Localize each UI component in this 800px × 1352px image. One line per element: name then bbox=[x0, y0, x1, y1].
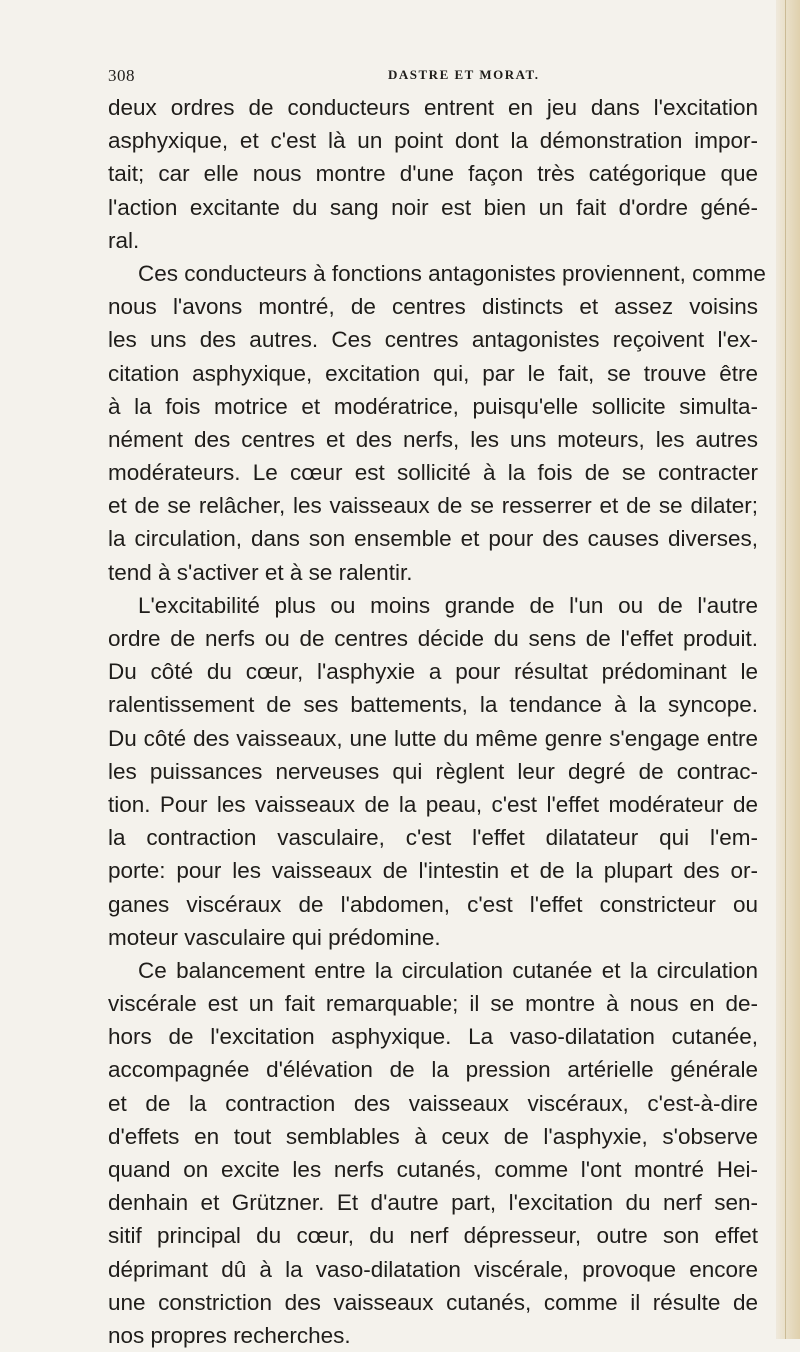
text-line: déprimant dû à la vaso-dilatation viscérale, provoque encore bbox=[108, 1256, 758, 1282]
text-line: tait; car elle nous montre d'une façon très catégorique que bbox=[108, 161, 758, 187]
text-line: Du côté du cœur, l'asphyxie a pour résultat prédominant le bbox=[108, 659, 758, 685]
text-line: ral. bbox=[108, 227, 140, 253]
text-line: à la fois motrice et modératrice, puisqu'elle sollicite simulta- bbox=[108, 393, 758, 419]
text-line: sitif principal du cœur, du nerf dépresseur, outre son effet bbox=[108, 1223, 758, 1249]
text-line: modérateurs. Le cœur est sollicité à la fois de se contracter bbox=[108, 460, 758, 486]
text-line: Ce balancement entre la circulation cutanée et la circulation bbox=[138, 957, 758, 983]
body-text bbox=[108, 91, 766, 1352]
text-line: deux ordres de conducteurs entrent en jeu dans l'excitation bbox=[108, 95, 758, 120]
text-line: moteur vasculaire qui prédomine. bbox=[108, 924, 441, 950]
running-head bbox=[108, 66, 748, 86]
text-line: et de la contraction des vaisseaux viscéraux, c'est-à-dire bbox=[108, 1090, 758, 1116]
text-line: Ces conducteurs à fonctions antagonistes proviennent, comme bbox=[138, 260, 766, 286]
text-line: denhain et Grützner. Et d'autre part, l'excitation du nerf sen- bbox=[108, 1190, 758, 1216]
text-line: porte: pour les vaisseaux de l'intestin et de la plupart des or- bbox=[108, 858, 758, 884]
text-line: l'action excitante du sang noir est bien un fait d'ordre géné- bbox=[108, 194, 758, 220]
text-line: les puissances nerveuses qui règlent leur degré de contrac- bbox=[108, 758, 758, 784]
text-line: d'effets en tout semblables à ceux de l'asphyxie, s'observe bbox=[108, 1123, 758, 1149]
text-line: et de se relâcher, les vaisseaux de se resserrer et de se dilater; bbox=[108, 493, 758, 519]
page-number: 308 bbox=[108, 66, 135, 85]
text-line: viscérale est un fait remarquable; il se montre à nous en de- bbox=[108, 991, 758, 1017]
text-line: nément des centres et des nerfs, les uns moteurs, les autres bbox=[108, 426, 758, 452]
text-line: Du côté des vaisseaux, une lutte du même genre s'engage entre bbox=[108, 725, 758, 751]
text-line: accompagnée d'élévation de la pression artérielle générale bbox=[108, 1057, 758, 1083]
text-line: une constriction des vaisseaux cutanés, comme il résulte de bbox=[108, 1289, 758, 1315]
text-line: L'excitabilité plus ou moins grande de l'un ou de l'autre bbox=[138, 592, 758, 618]
text-line: tend à s'activer et à se ralentir. bbox=[108, 559, 413, 585]
text-line: nous l'avons montré, de centres distincts et assez voisins bbox=[108, 294, 758, 320]
text-line: quand on excite les nerfs cutanés, comme l'ont montré Hei- bbox=[108, 1157, 758, 1182]
text-line: ordre de nerfs ou de centres décide du sens de l'effet produit. bbox=[108, 626, 758, 651]
text-line: tion. Pour les vaisseaux de la peau, c'est l'effet modérateur de bbox=[108, 791, 758, 817]
text-line: citation asphyxique, excitation qui, par le fait, se trouve être bbox=[108, 360, 758, 386]
text-line: asphyxique, et c'est là un point dont la démonstration impor- bbox=[108, 128, 758, 154]
page-edge-line bbox=[785, 0, 786, 1339]
text-line: nos propres recherches. bbox=[108, 1322, 351, 1348]
text-line: la contraction vasculaire, c'est l'effet dilatateur qui l'em- bbox=[108, 825, 758, 851]
text-line: ralentissement de ses battements, la tendance à la syncope. bbox=[108, 692, 758, 718]
text-line: hors de l'excitation asphyxique. La vaso-dilatation cutanée, bbox=[108, 1024, 758, 1050]
text-line: la circulation, dans son ensemble et pour des causes diverses, bbox=[108, 526, 758, 552]
running-title: DASTRE ET MORAT. bbox=[388, 67, 540, 82]
text-line: ganes viscéraux de l'abdomen, c'est l'effet constricteur ou bbox=[108, 891, 758, 917]
page-edge bbox=[776, 0, 800, 1339]
text-line: les uns des autres. Ces centres antagonistes reçoivent l'ex- bbox=[108, 327, 758, 353]
